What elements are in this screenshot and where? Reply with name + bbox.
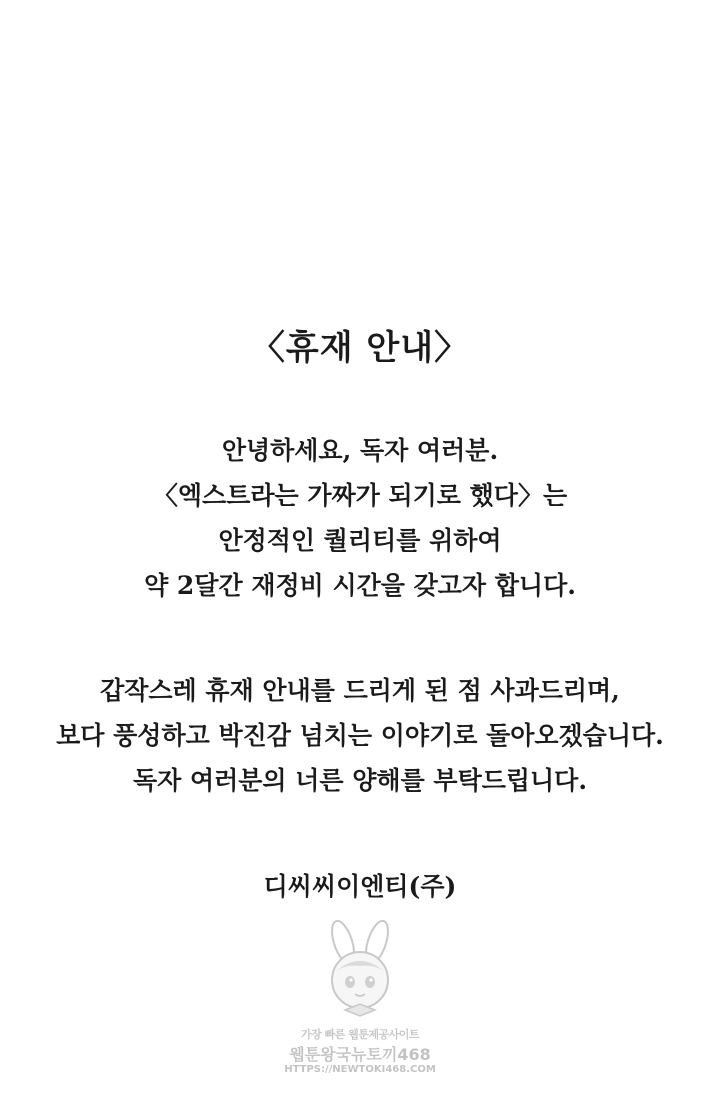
- paragraph-line: 안녕하세요, 독자 여러분.: [221, 436, 499, 465]
- watermark-line-1: 가장 빠른 웹툰제공사이트: [300, 1028, 420, 1041]
- site-watermark: [280, 920, 440, 1090]
- paragraph-line: 보다 풍성하고 박진감 넘치는 이야기로 돌아오겠습니다.: [56, 721, 664, 750]
- paragraph-line: 약 2달간 재정비 시간을 갖고자 합니다.: [144, 571, 576, 600]
- paragraph-line: 갑작스레 휴재 안내를 드리게 된 점 사과드리며,: [100, 676, 620, 705]
- mascot-icon: [315, 920, 405, 1025]
- notice-title: 〈휴재 안내〉: [250, 328, 470, 368]
- notice-paragraph-1: [0, 428, 720, 608]
- publisher-signature: 디씨씨이엔티(주): [263, 872, 457, 901]
- notice-paragraph-2: [0, 668, 720, 803]
- paragraph-line: 〈엑스트라는 가짜가 되기로 했다〉는: [152, 481, 568, 510]
- paragraph-line: 독자 여러분의 너른 양해를 부탁드립니다.: [132, 766, 588, 795]
- watermark-line-2: 웹툰왕국뉴토끼468: [289, 1045, 431, 1064]
- watermark-url: HTTPS://NEWTOKI468.COM: [284, 1064, 436, 1075]
- paragraph-line: 안정적인 퀄리티를 위하여: [218, 526, 502, 555]
